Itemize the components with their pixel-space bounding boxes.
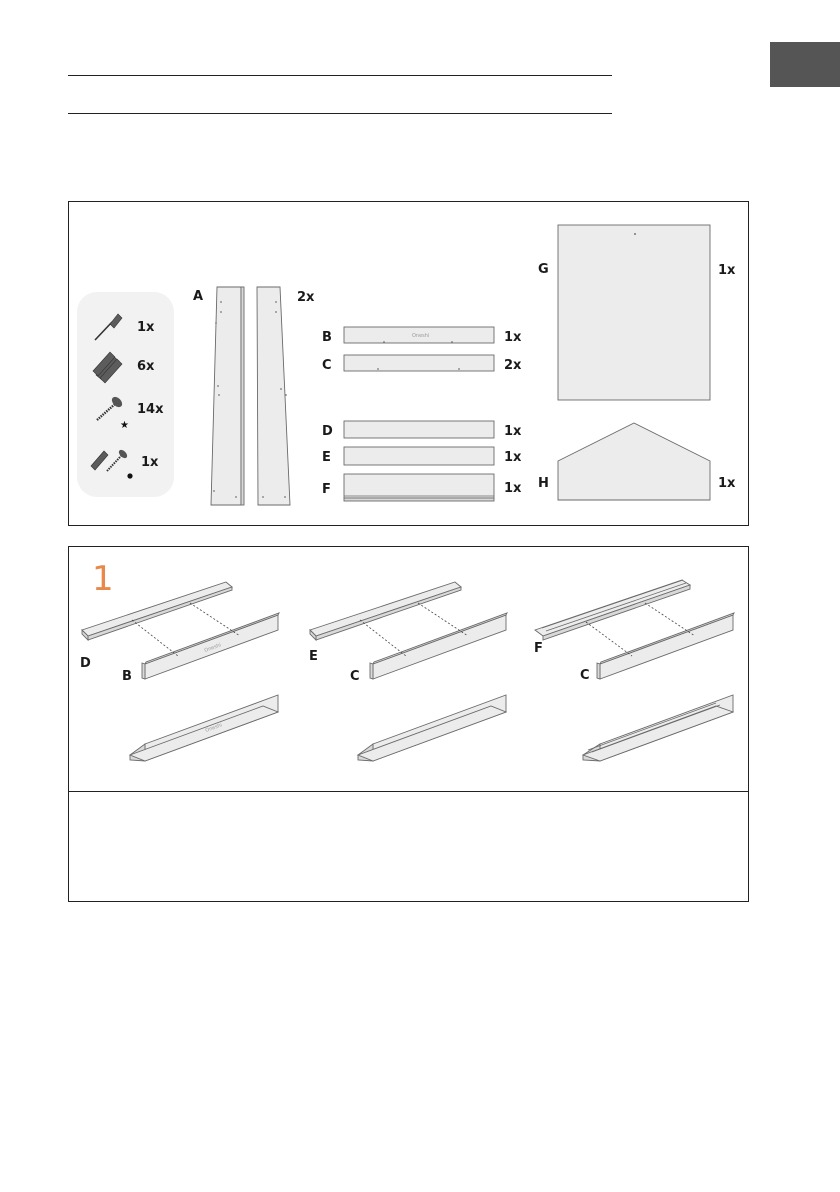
part-qty-f: 1x bbox=[504, 481, 522, 496]
step1-col2-exploded bbox=[310, 582, 507, 679]
part-label-d: D bbox=[322, 424, 333, 439]
step1-col3-board-label: F bbox=[534, 641, 543, 656]
hardware-qty-dowel: 6x bbox=[137, 359, 155, 374]
part-label-e: E bbox=[322, 450, 331, 465]
part-qty-e: 1x bbox=[504, 450, 522, 465]
part-label-c: C bbox=[322, 358, 332, 373]
step1-col1-assembled-brand: Oneshi bbox=[204, 722, 223, 734]
step1-col2-assembled bbox=[358, 695, 506, 761]
step1-col2-side-label: C bbox=[350, 669, 360, 684]
part-qty-c: 2x bbox=[504, 358, 522, 373]
part-qty-a: 2x bbox=[297, 290, 315, 305]
hardware-qty-screw: 14x bbox=[137, 402, 164, 417]
step1-col1-brand: Oneshi bbox=[203, 642, 222, 654]
svg-text:★: ★ bbox=[120, 420, 129, 431]
part-b-brand: Oneshi bbox=[412, 333, 430, 339]
step1-col3-side-label: C bbox=[580, 668, 590, 683]
step1-col1-side-label: B bbox=[122, 669, 132, 684]
part-qty-d: 1x bbox=[504, 424, 522, 439]
part-label-h: H bbox=[538, 476, 549, 491]
step1-col1-assembled bbox=[130, 695, 278, 761]
step-1-number: 1 bbox=[92, 559, 114, 599]
part-label-g: G bbox=[538, 262, 549, 277]
step1-col2-board-label: E bbox=[309, 649, 318, 664]
part-label-b: B bbox=[322, 330, 332, 345]
part-label-f: F bbox=[322, 482, 331, 497]
step1-col3-exploded bbox=[535, 580, 734, 679]
part-label-a: A bbox=[193, 289, 204, 304]
hardware-qty-screwdriver: 1x bbox=[137, 320, 155, 335]
hardware-qty-anchor: 1x bbox=[141, 455, 159, 470]
part-qty-g: 1x bbox=[718, 263, 736, 278]
step1-col1-board-label: D bbox=[80, 656, 91, 671]
part-qty-h: 1x bbox=[718, 476, 736, 491]
step1-col3-assembled bbox=[583, 695, 733, 761]
part-qty-b: 1x bbox=[504, 330, 522, 345]
